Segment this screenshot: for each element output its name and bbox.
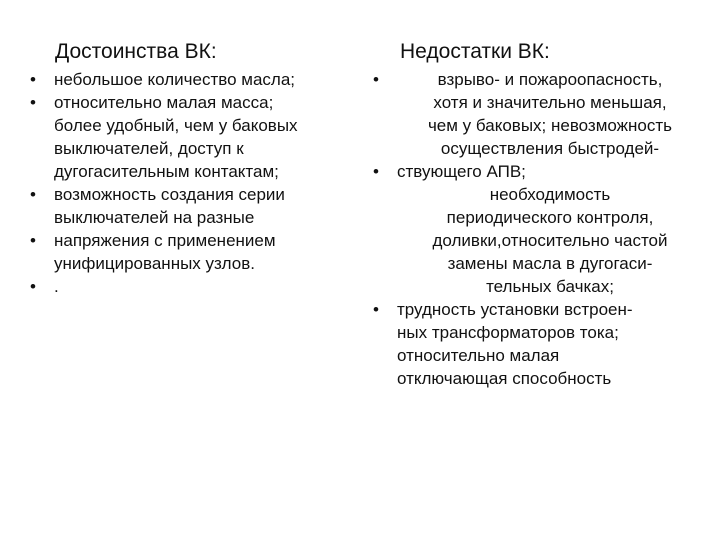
list-item-line: взрыво- и пожароопасность, (437, 70, 663, 89)
disadvantages-heading: Недостатки ВК: (400, 40, 550, 63)
disadvantages-list (373, 68, 703, 390)
advantages-heading: Достоинства ВК: (55, 40, 217, 63)
advantages-list (30, 68, 360, 298)
list-item-line: . (54, 277, 59, 296)
list-item-line: периодического контроля, (446, 208, 654, 227)
list-item-line: ствующего АПВ; (397, 162, 526, 181)
list-item-line: осуществления быстродей- (440, 139, 660, 158)
list-item-line: ных трансформаторов тока; (397, 323, 619, 342)
bullet-icon: • (373, 70, 379, 89)
bullet-icon: • (30, 277, 36, 296)
bullet-icon: • (30, 93, 36, 112)
list-item (373, 298, 703, 390)
list-item-line: выключателей на разные (54, 208, 255, 227)
list-item-line: более удобный, чем у баковых (54, 116, 298, 135)
list-item-line: необходимость (489, 185, 611, 204)
list-item (30, 229, 360, 275)
list-item-line: тельных бачках; (486, 277, 614, 296)
list-item-line: отключающая способность (397, 369, 612, 388)
list-item-line: выключателей, доступ к (54, 139, 244, 158)
list-item (30, 68, 360, 91)
bullet-icon: • (30, 70, 36, 89)
list-item-line: относительно малая масса; (54, 93, 274, 112)
list-item (373, 68, 703, 160)
list-item-line: небольшое количество масла; (54, 70, 295, 89)
list-item-line: дугогасительным контактам; (54, 162, 279, 181)
list-item-line: трудность установки встроен- (397, 300, 633, 319)
bullet-icon: • (373, 162, 379, 181)
bullet-icon: • (373, 300, 379, 319)
list-item-line: чем у баковых; невозможность (427, 116, 673, 135)
bullet-icon: • (30, 185, 36, 204)
list-item (30, 183, 360, 229)
list-item-line: доливки,относительно частой (432, 231, 668, 250)
list-item-line: унифицированных узлов. (54, 254, 255, 273)
list-item (30, 275, 360, 298)
list-item (373, 160, 703, 298)
bullet-icon: • (30, 231, 36, 250)
list-item-line: замены масла в дугогаси- (447, 254, 653, 273)
list-item-line: хотя и значительно меньшая, (433, 93, 667, 112)
list-item-line: относительно малая (397, 346, 560, 365)
list-item-line: возможность создания серии (54, 185, 285, 204)
list-item (30, 91, 360, 183)
list-item-line: напряжения с применением (54, 231, 276, 250)
